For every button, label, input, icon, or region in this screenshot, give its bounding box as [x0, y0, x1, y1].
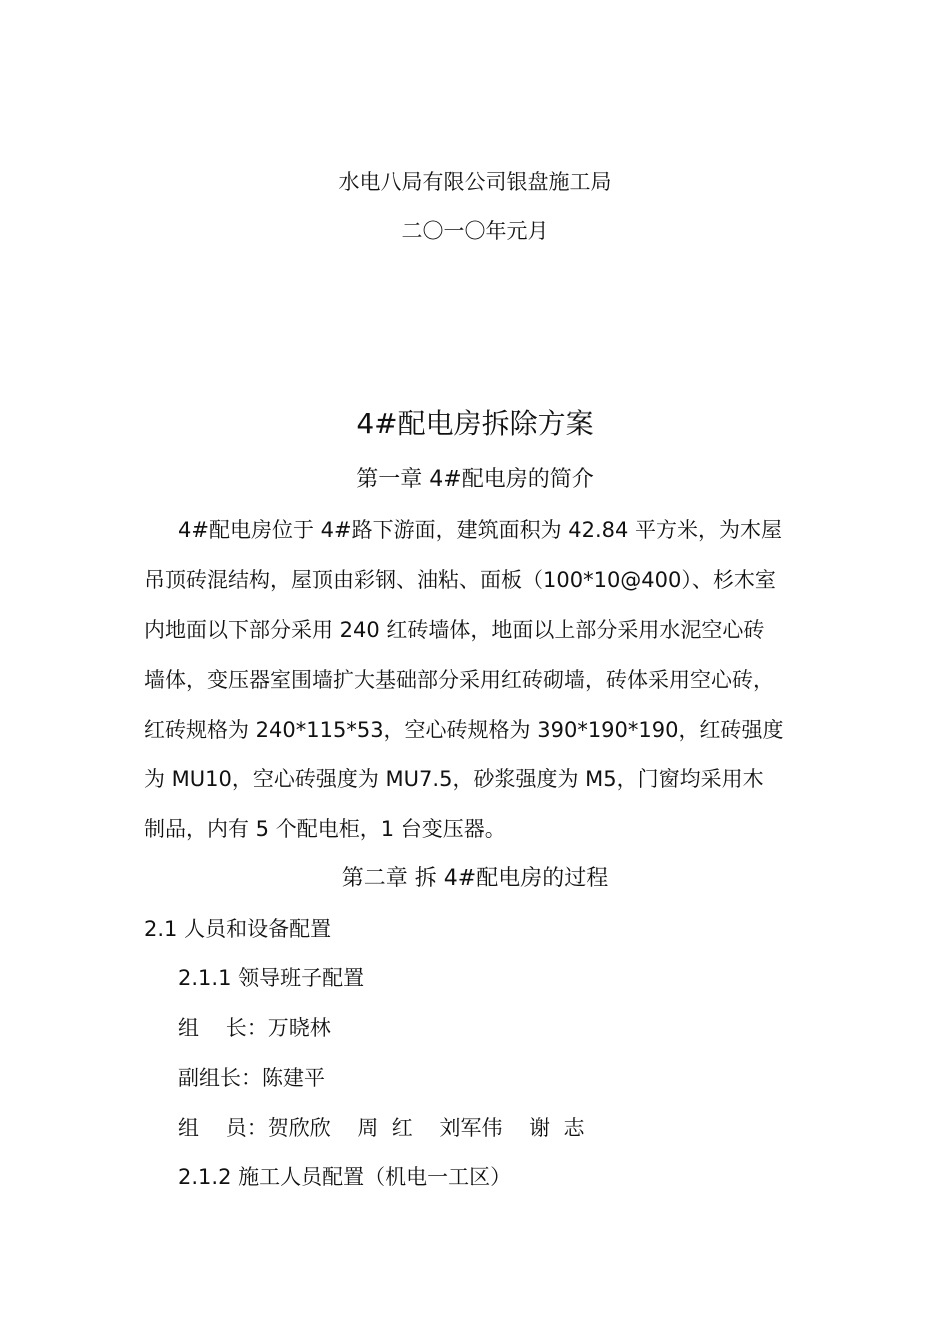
- paragraph-line-6: 为 MU10，空心砖强度为 MU7.5，砂浆强度为 M5，门窗均采用木: [144, 767, 764, 791]
- paragraph-line-3: 内地面以下部分采用 240 红砖墙体，地面以上部分采用水泥空心砖: [144, 618, 765, 642]
- paragraph-line-1: 4#配电房位于 4#路下游面，建筑面积为 42.84 平方米，为木屋: [178, 518, 783, 542]
- document-title: 4#配电房拆除方案: [356, 407, 594, 440]
- document-date: 二〇一〇年元月: [401, 219, 549, 243]
- paragraph-line-2: 吊顶砖混结构，屋顶由彩钢、油粘、面板（100*10@400）、杉木室: [144, 568, 776, 592]
- organization-name: 水电八局有限公司银盘施工局: [338, 170, 612, 194]
- chapter-1-heading: 第一章 4#配电房的简介: [356, 467, 594, 492]
- leader-line: 组 长：万晓林: [178, 1016, 331, 1040]
- paragraph-line-4: 墙体，变压器室围墙扩大基础部分采用红砖砌墙，砖体采用空心砖，: [144, 668, 774, 692]
- chapter-2-heading: 第二章 拆 4#配电房的过程: [341, 866, 609, 891]
- members-line: 组 员：贺欣欣 周 红 刘军伟 谢 志: [178, 1116, 585, 1140]
- deputy-leader-line: 副组长：陈建平: [178, 1066, 325, 1090]
- section-2-1-2-heading: 2.1.2 施工人员配置（机电一工区）: [178, 1165, 512, 1189]
- paragraph-line-5: 红砖规格为 240*115*53，空心砖规格为 390*190*190，红砖强度: [144, 718, 784, 742]
- paragraph-line-7: 制品，内有 5 个配电柜，1 台变压器。: [144, 817, 506, 841]
- section-2-1-heading: 2.1 人员和设备配置: [144, 917, 332, 941]
- section-2-1-1-heading: 2.1.1 领导班子配置: [178, 966, 365, 990]
